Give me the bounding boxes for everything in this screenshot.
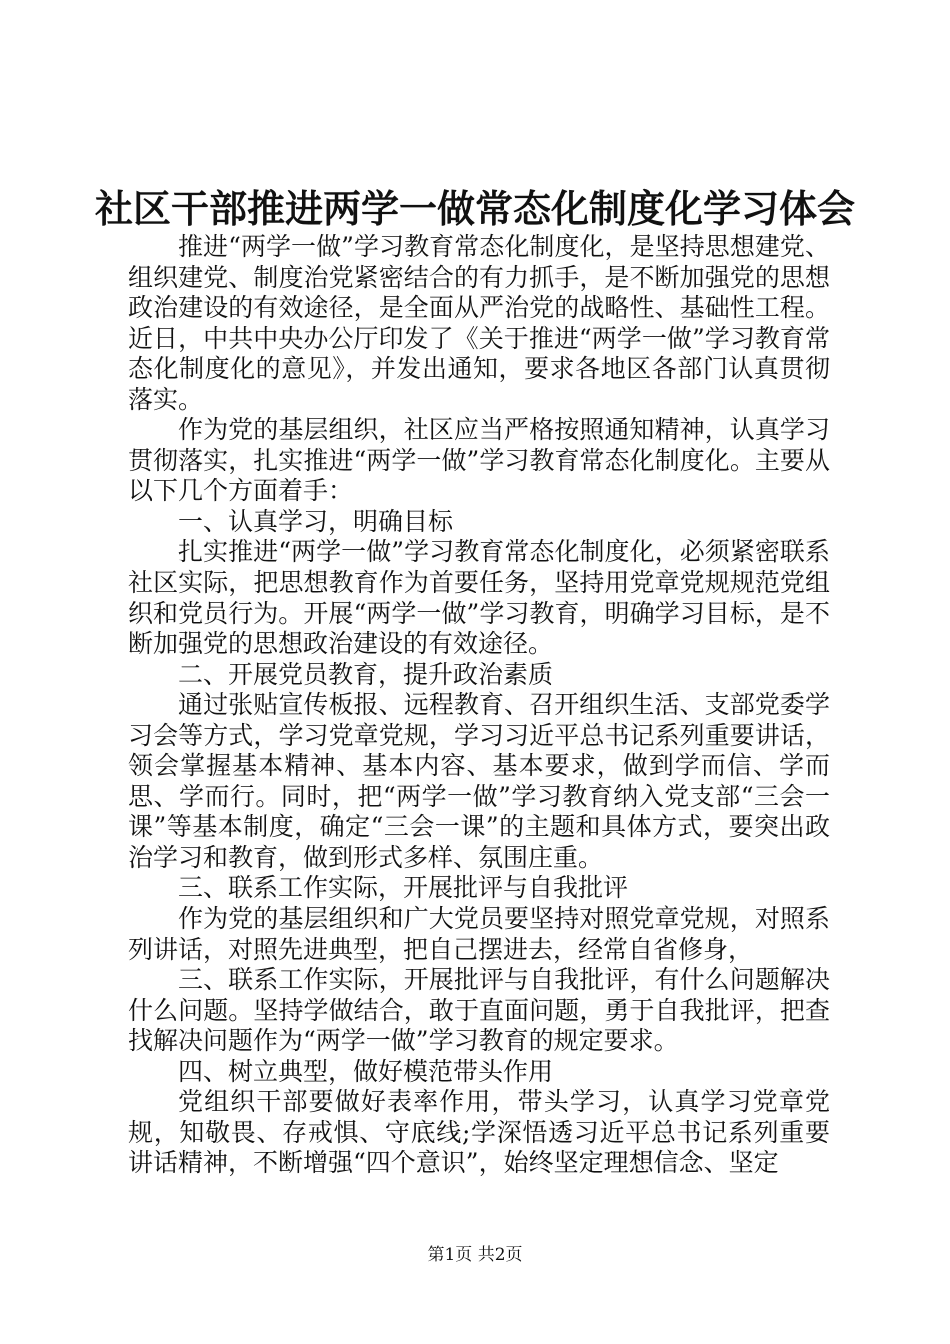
paragraph-section-1: 扎实推进“两学一做”学习教育常态化制度化，必须紧密联系社区实际，把思想教育作为首要任务，坚持用党章党规规范党组织和党员行为。开展“两学一做”学习教育，明确学习目标，是不断加强党的思想政治建设的有效途径。 [128,537,830,659]
section-heading-4: 四、树立典型，做好模范带头作用 [178,1056,554,1086]
page-number-footer: 第1页 共2页 [427,1245,523,1265]
paragraph-section-4: 党组织干部要做好表率作用，带头学习，认真学习党章党规，知敬畏、存戒惧、守底线;学深悟透习近平总书记系列重要讲话精神，不断增强“四个意识”，始终坚定理想信念、坚定 [128,1087,830,1178]
section-heading-3: 三、联系工作实际，开展批评与自我批评 [178,873,629,903]
paragraph-approach: 作为党的基层组织，社区应当严格按照通知精神，认真学习贯彻落实，扎实推进“两学一做”学习教育常态化制度化。主要从以下几个方面着手： [128,415,830,506]
document-body [128,232,830,1179]
paragraph-section-3a: 作为党的基层组织和广大党员要坚持对照党章党规，对照系列讲话，对照先进典型，把自己摆进去，经常自省修身， [128,904,830,964]
section-heading-2: 二、开展党员教育，提升政治素质 [178,659,554,689]
paragraph-section-2: 通过张贴宣传板报、远程教育、召开组织生活、支部党委学习会等方式，学习党章党规，学习习近平总书记系列重要讲话，领会掌握基本精神、基本内容、基本要求，做到学而信、学而思、学而行。同时，把“两学一做”学习教育纳入党支部“三会一课”等基本制度，确定“三会一课”的主题和具体方式，要突出政治学习和教育，做到形式多样、氛围庄重。 [128,690,830,872]
paragraph-intro: 推进“两学一做”学习教育常态化制度化，是坚持思想建党、组织建党、制度治党紧密结合的有力抓手，是不断加强党的思想政治建设的有效途径，是全面从严治党的战略性、基础性工程。近日，中共中央办公厅印发了《关于推进“两学一做”学习教育常态化制度化的意见》，并发出通知，要求各地区各部门认真贯彻落实。 [128,232,830,414]
paragraph-section-3b: 三、联系工作实际，开展批评与自我批评，有什么问题解决什么问题。坚持学做结合，敢于直面问题，勇于自我批评，把查找解决问题作为“两学一做”学习教育的规定要求。 [128,965,830,1056]
document-title: 社区干部推进两学一做常态化制度化学习体会 [94,186,855,231]
section-heading-1: 一、认真学习，明确目标 [178,506,454,536]
